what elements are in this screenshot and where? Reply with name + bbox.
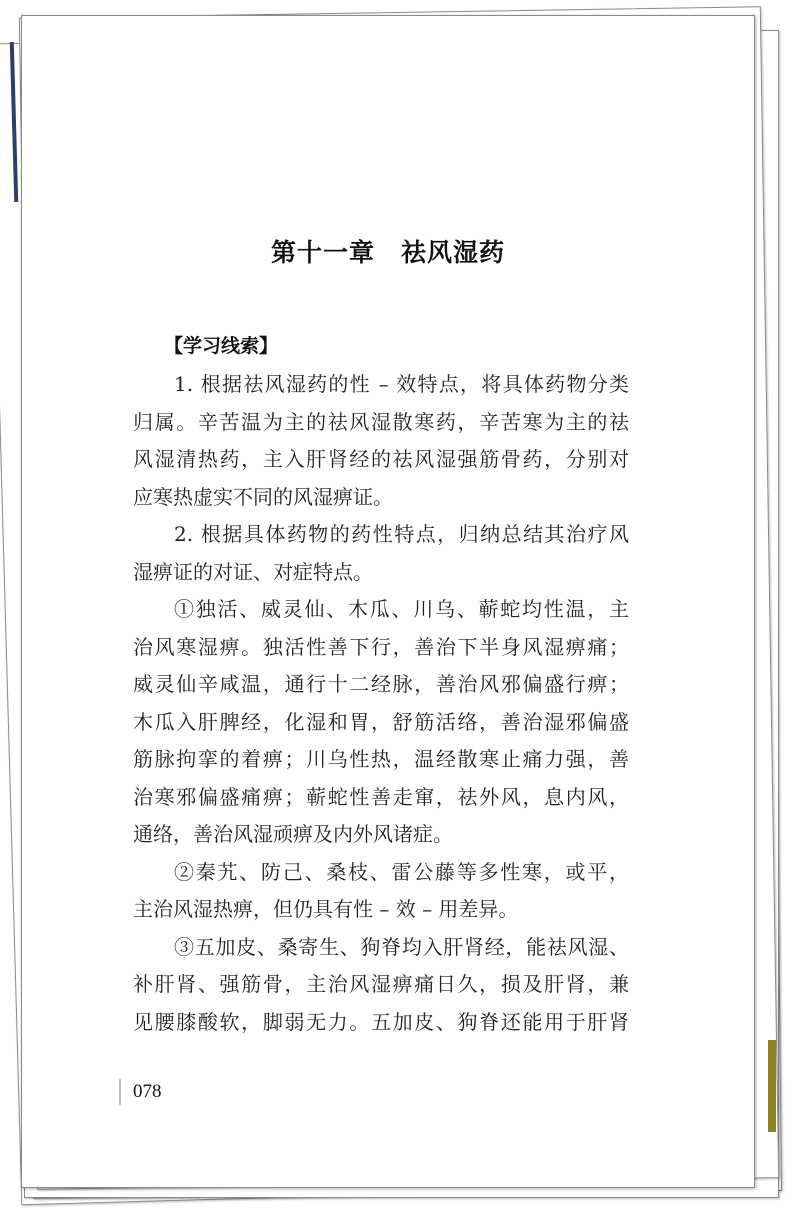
text-line: 通络，善治风湿顽痹及内外风诸症。 (133, 822, 453, 846)
text-line: 木瓜入肝脾经，化湿和胃，舒筋活络，善治湿邪偏盛 (133, 709, 629, 734)
text-line: 归属。辛苦温为主的祛风湿散寒药，辛苦寒为主的祛 (133, 409, 629, 434)
text-line: ③五加皮、桑寄生、狗脊均入肝肾经，能祛风湿、 (174, 934, 629, 959)
text-line: 见腰膝酸软，脚弱无力。五加皮、狗脊还能用于肝肾 (133, 1009, 629, 1034)
text-line: 补肝肾、强筋骨，主治风湿痹痛日久，损及肝肾，兼 (133, 972, 629, 996)
body-text (133, 366, 629, 1041)
text-line: 治寒邪偏盛痛痹；蕲蛇性善走窜，祛外风，息内风， (133, 784, 629, 809)
text-line: 2. 根据具体药物的药性特点，归纳总结其治疗风 (174, 522, 629, 546)
text-line: ②秦艽、防己、桑枝、雷公藤等多性寒，或平， (174, 859, 629, 884)
text-line: 风湿清热药，主入肝肾经的祛风湿强筋骨药，分别对 (133, 447, 629, 471)
text-line: 应寒热虚实不同的风湿痹证。 (133, 484, 393, 509)
chapter-title: 第十一章 祛风湿药 (270, 238, 505, 267)
text-line: 湿痹证的对证、对症特点。 (133, 559, 373, 584)
text-line: ①独活、威灵仙、木瓜、川乌、蕲蛇均性温，主 (174, 597, 629, 621)
book-page (21, 15, 755, 1188)
text-line: 治风寒湿痹。独活性善下行，善治下半身风湿痹痛； (133, 634, 629, 659)
text-line: 威灵仙辛咸温，通行十二经脉，善治风邪偏盛行痹； (133, 672, 629, 696)
text-line: 筋脉拘挛的着痹；川乌性热，温经散寒止痛力强，善 (133, 747, 629, 771)
section-heading: 【学习线索】 (164, 335, 279, 357)
cover-edge (768, 1040, 776, 1132)
page-number: 078 (119, 1079, 162, 1105)
text-line: 1. 根据祛风湿药的性 – 效特点，将具体药物分类 (174, 372, 629, 396)
text-line: 主治风湿热痹，但仍具有性 – 效 – 用差异。 (133, 897, 519, 921)
